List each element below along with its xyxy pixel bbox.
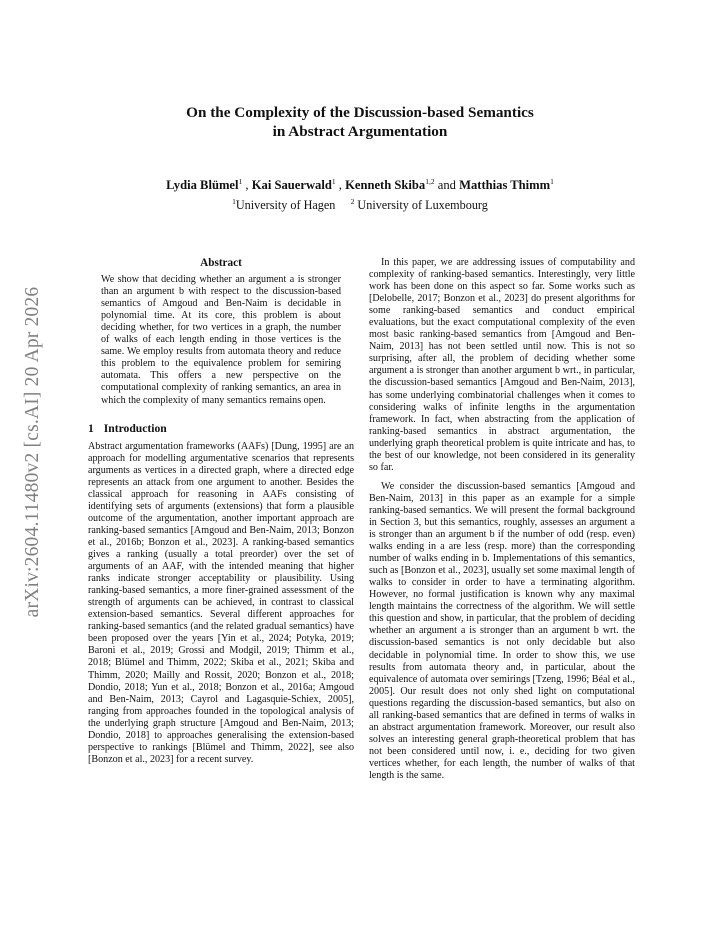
author-affiliation-mark: 1 [331,177,336,186]
left-column [88,257,354,766]
right-column [369,257,635,782]
title-line-1: On the Complexity of the Discussion-based Semantics [186,104,534,121]
abstract-text: We show that deciding whether an argument a is stronger than an argument b with respect to the discussion-based semantics of Amgoud and Ben-Naim is decidable in polynomial time. At its core, this problem is about deciding whether, for two vertices in a graph, the number of walks of each length ending in those vertices is the same. We employ results from automata theory and reduce this problem to the equivalence problem for semiring automata. This offers a new perspective on the computational complexity of ranking semantics, an area in which the complexity of many semantics remains open. [101,274,341,406]
author-name: Lydia Blümel [166,178,239,192]
affiliation-number: 1 [232,197,236,206]
affiliation-name: University of Luxembourg [357,198,488,212]
author-name: Kai Sauerwald [251,178,332,192]
arxiv-identifier: arXiv:2604.11480v2 [cs.AI] 20 Apr 2026 [22,286,43,618]
arxiv-identifier-sidebar [18,0,48,932]
author-name: Matthias Thimm [459,178,551,192]
section-heading [88,423,354,435]
author-and: and [437,178,456,192]
author-list [80,174,640,193]
affiliation-number: 2 [350,197,355,206]
abstract-block [88,274,354,407]
intro-paragraph: Abstract argumentation frameworks (AAFs) [Dung, 1995] are an approach for modelling argumentative scenarios that represents arguments as vertices in a directed graph, where a directed edge represents an attack from one argument to another. Besides the classical approach for reasoning in AAFs consisting of identifying sets of arguments (extensions) that form a plausible outcome of the argumentation, another important approach are ranking-based semantics [Amgoud and Ben-Naim, 2013; Bonzon et al., 2016b; Bonzon et al., 2023]. A ranking-based semantics gives a ranking (usually a total preorder) over the set of arguments of an AAF, with the intended meaning that higher ranks indicate stronger acceptability or plausibility. Using ranking-based semantics, a more finer-grained assessment of the strength of arguments can be achieved, in contrast to classical extension-based semantics. Several different approaches for ranking-based semantics (and the related gradual semantics) have been proposed over the years [Yin et al., 2024; Potyka, 2019; Baroni et al., 2019; Grossi and Modgil, 2019; Thimm et al., 2018; Blümel and Thimm, 2022; Skiba et al., 2021; Skiba and Thimm, 2020; Mailly and Rossit, 2020; Bonzon et al., 2018; Dondio, 2018; Yun et al., 2018; Bonzon et al., 2016a; Amgoud and Ben-Naim, 2013; Cayrol and Lagasquie-Schiex, 2005], ranging from approaches founded in the topological analysis of the underlying graph structure [Amgoud and Ben-Naim, 2013; Dondio, 2018] to approaches generalising the extension-based perspective to rankings [Blümel and Thimm, 2022], see also [Bonzon et al., 2023] for a recent survey. [88,440,354,765]
affiliation-list [80,194,640,213]
author-separator: , [335,178,346,192]
intro-paragraph: We consider the discussion-based semantics [Amgoud and Ben-Naim, 2013] in this paper as an example for a simple ranking-based semantics. We will present the formal background in Section 3, but this semantics, roughly, assesses an argument a is stronger than an argument b if the number of odd (resp. even) walks ending in a are less (resp. more) than the corresponding number of walks ending in b. Implementations of this semantics, such as [Bonzon et al., 2023], usually set some maximal length of walks to consider in order to have a terminating algorithm. However, no formal justification is known why any maximal length maintains the correctness of the algorithm. We will settle this question and show, in particular, that the problem of deciding whether an argument a is stronger than an argument b wrt. the discussion-based semantics is not only decidable but also decidable in polynomial time. In order to show this, we use results from automata theory and, in particular, about the equivalence of automata over semirings [Tzeng, 1996; Béal et al., 2005]. Our result does not only shed light on computational questions regarding the discussion-based semantics, but also on all ranking-based semantics that are defined in terms of walks in an abstract argumentation framework. Moreover, our result also solves an interesting general graph-theoretical problem that has not been considered until now, i. e., deciding for two given vertices whether, for each length, the number of walks of that length is the same. [369,480,635,781]
author-affiliation-mark: 1 [550,177,554,186]
section-number: 1 [88,421,94,435]
title-line-2: in Abstract Argumentation [272,123,448,140]
author-name: Kenneth Skiba [345,178,426,192]
affiliation-name: University of Hagen [235,198,336,212]
paper-header [80,103,640,213]
author-affiliation-mark: 1 [238,177,243,186]
paper-title [80,103,640,141]
author-affiliation-mark: 1,2 [425,177,435,186]
author-separator: , [242,178,252,192]
abstract-heading: Abstract [200,257,242,269]
intro-paragraph: In this paper, we are addressing issues of computability and complexity of ranking-based semantics. Interestingly, very little work has been done on this aspect so far. Some works such as [Delobelle, 2017; Bonzon et al., 2023] do present algorithms for some ranking-based semantics and conduct empirical evaluations, but the exact computational complexity of the even most basic ranking-based semantics from [Amgoud and Ben-Naim, 2013] has not been settled until now. This is not so surprising, after all, the problem of deciding whether some argument a is stronger than another argument b wrt., in particular, the discussion-based semantics [Amgoud and Ben-Naim, 2013], has some underlying combinatorial challenges when it comes to considering walks of infinite lengths in the argumentation framework. In fact, when abstracting from the application of ranking-based semantics in abstract argumentation, the underlying graph theoretical problem is quite intricate and has, to the best of our knowledge, not been considered in its generality so far. [369,257,635,473]
section-title: Introduction [103,421,167,435]
